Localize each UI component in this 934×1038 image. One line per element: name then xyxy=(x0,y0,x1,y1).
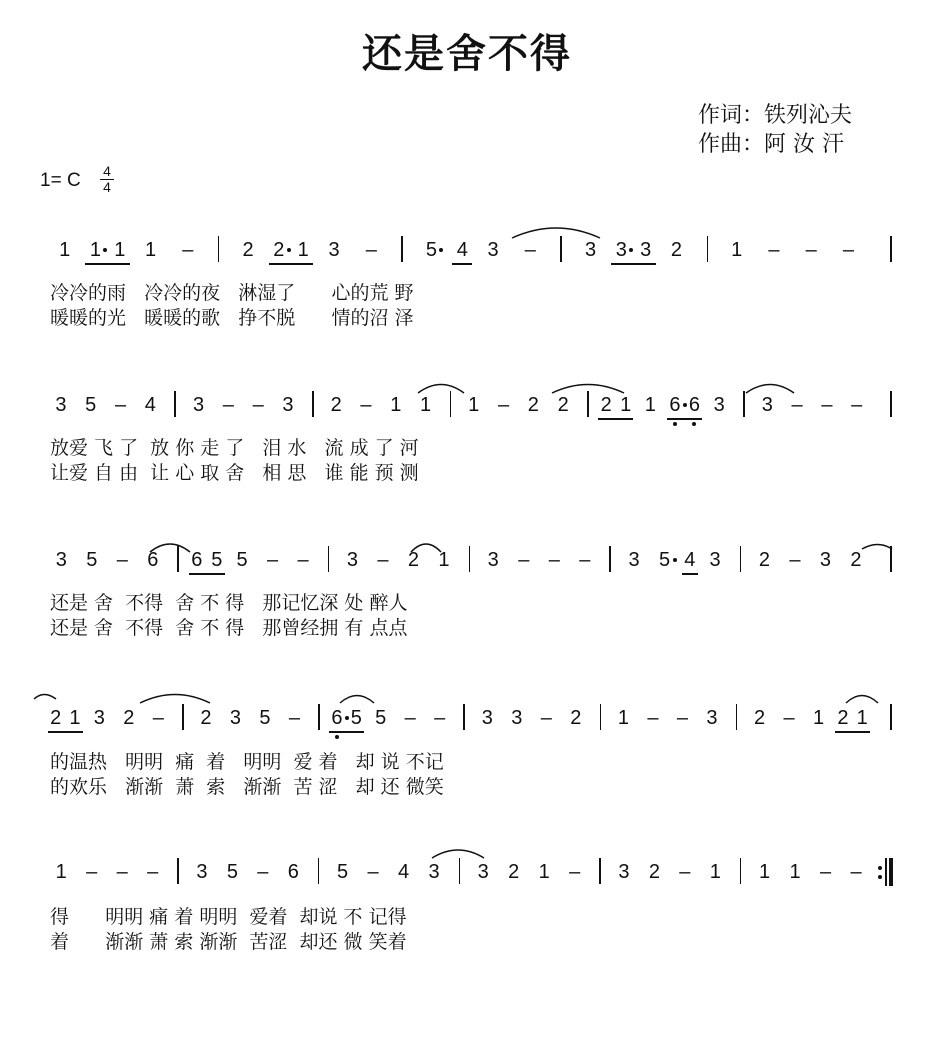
dash-note: – xyxy=(783,707,795,729)
dash-note: – xyxy=(116,861,128,883)
note: 1 xyxy=(59,239,71,261)
barline xyxy=(740,858,742,884)
note: 3 xyxy=(640,239,652,261)
dash-note: – xyxy=(842,239,854,261)
final-barline-thick xyxy=(889,858,893,886)
dash-note: – xyxy=(404,707,416,729)
note: 2 xyxy=(850,549,862,571)
dash-note: – xyxy=(182,239,194,261)
song-title: 还是舍不得 xyxy=(362,30,572,77)
note: 5 xyxy=(337,861,349,883)
barline xyxy=(463,704,465,730)
note: 1 xyxy=(69,707,81,729)
dash-note: – xyxy=(377,549,389,571)
note: 2 xyxy=(330,394,342,416)
low-octave-dot xyxy=(335,735,339,739)
eighth-underline xyxy=(48,731,83,733)
barline xyxy=(450,391,452,417)
barline xyxy=(459,858,461,884)
dash-note: – xyxy=(365,239,377,261)
note: 5 xyxy=(425,239,438,261)
barline xyxy=(600,704,602,730)
barline xyxy=(182,704,184,730)
final-barline-thin xyxy=(885,858,887,886)
note: 2 xyxy=(670,239,683,261)
note: 5 xyxy=(86,549,98,571)
barline xyxy=(890,546,892,572)
note: 3 xyxy=(706,707,718,729)
note: 1 xyxy=(620,394,632,416)
note: 4 xyxy=(397,861,410,883)
note: 4 xyxy=(144,394,156,416)
note: 1 xyxy=(468,394,480,416)
note: 3 xyxy=(615,239,627,261)
barline xyxy=(177,858,179,884)
slur xyxy=(512,228,600,238)
eighth-underline xyxy=(667,418,702,420)
barline xyxy=(401,236,403,262)
dash-note: – xyxy=(805,239,817,261)
slur xyxy=(34,695,56,700)
note: 6 xyxy=(147,549,159,571)
note: 3 xyxy=(487,239,499,261)
dash-note: – xyxy=(518,549,530,571)
barline xyxy=(218,236,220,262)
eighth-underline xyxy=(598,418,633,420)
slur xyxy=(432,850,484,858)
dash-note: – xyxy=(850,861,862,883)
time-signature-top: 4 xyxy=(103,163,111,179)
note: 6 xyxy=(287,861,299,883)
eighth-underline xyxy=(682,573,698,575)
slur xyxy=(746,385,794,394)
barline xyxy=(707,236,709,262)
note: 1 xyxy=(297,239,309,261)
barline xyxy=(890,236,892,262)
note: 4 xyxy=(456,239,468,261)
note: 3 xyxy=(761,394,773,416)
augmentation-dot xyxy=(629,248,633,252)
note: 5 xyxy=(350,707,362,729)
augmentation-dot xyxy=(287,248,291,252)
dash-note: – xyxy=(116,549,128,571)
note: 5 xyxy=(259,707,271,729)
note: 3 xyxy=(713,394,725,416)
slur xyxy=(140,695,210,704)
note: 1 xyxy=(438,549,450,571)
time-signature-bottom: 4 xyxy=(103,179,111,195)
note: 3 xyxy=(511,707,523,729)
note: 3 xyxy=(55,394,67,416)
augmentation-dot xyxy=(673,558,677,562)
barline xyxy=(469,546,471,572)
dash-note: – xyxy=(114,394,127,416)
dash-note: – xyxy=(647,707,659,729)
lyricist-credit: 作词：铁列沁夫 xyxy=(698,103,853,128)
note: 1 xyxy=(709,861,721,883)
note: 3 xyxy=(328,239,340,261)
note: 3 xyxy=(481,707,493,729)
note: 1 xyxy=(114,239,126,261)
note: 5 xyxy=(85,394,97,416)
note: 1 xyxy=(617,707,629,729)
note: 3 xyxy=(819,549,831,571)
note: 1 xyxy=(789,861,801,883)
note: 1 xyxy=(644,394,656,416)
note: 3 xyxy=(192,394,205,416)
note: 2 xyxy=(508,861,520,883)
dash-note: – xyxy=(360,394,372,416)
note: 1 xyxy=(55,861,67,883)
dash-note: – xyxy=(791,394,803,416)
note: 3 xyxy=(709,549,721,571)
note: 3 xyxy=(618,861,630,883)
note: 3 xyxy=(628,549,640,571)
lyric-line: 放爱 飞 了 放 你 走 了 泪 水 流 成 了 河 xyxy=(50,437,419,459)
note: 6 xyxy=(191,549,203,571)
eighth-underline xyxy=(835,731,870,733)
note: 3 xyxy=(346,549,358,571)
dash-note: – xyxy=(266,549,279,571)
dash-note: – xyxy=(152,707,164,729)
lyric-line: 的欢乐 渐渐 萧 索 渐渐 苦 涩 却 还 微笑 xyxy=(50,776,444,798)
lyric-line: 得 明明 痛 着 明明 爱着 却说 不 记得 xyxy=(50,906,407,928)
eighth-underline xyxy=(85,263,130,265)
note: 2 xyxy=(837,707,849,729)
note: 2 xyxy=(200,707,212,729)
note: 6 xyxy=(669,394,681,416)
barline xyxy=(177,546,179,572)
dash-note: – xyxy=(252,394,264,416)
eighth-underline xyxy=(611,263,656,265)
dash-note: – xyxy=(569,861,581,883)
note: 3 xyxy=(487,549,499,571)
dash-note: – xyxy=(434,707,446,729)
slur xyxy=(846,696,878,704)
note: 2 xyxy=(648,861,660,883)
note: 2 xyxy=(50,707,62,729)
barline xyxy=(740,546,742,572)
note: 3 xyxy=(477,861,489,883)
note: 6 xyxy=(688,394,701,416)
note: 1 xyxy=(538,861,550,883)
note: 2 xyxy=(557,394,569,416)
dash-note: – xyxy=(297,549,309,571)
dash-note: – xyxy=(257,861,269,883)
note: 4 xyxy=(684,549,696,571)
barline xyxy=(587,391,589,417)
barline xyxy=(312,391,314,417)
eighth-underline xyxy=(189,573,225,575)
dash-note: – xyxy=(524,239,536,261)
note: 2 xyxy=(753,707,766,729)
note: 5 xyxy=(211,549,223,571)
lyric-line: 的温热 明明 痛 着 明明 爱 着 却 说 不记 xyxy=(50,751,444,773)
dash-note: – xyxy=(288,707,300,729)
note: 3 xyxy=(229,707,241,729)
note: 1 xyxy=(759,861,771,883)
note: 5 xyxy=(226,861,238,883)
note: 1 xyxy=(812,707,825,729)
eighth-underline xyxy=(269,263,314,265)
lyric-line: 着 渐渐 萧 索 渐渐 苦涩 却还 微 笑着 xyxy=(50,931,407,953)
note: 3 xyxy=(196,861,208,883)
note: 2 xyxy=(273,239,285,261)
note: 2 xyxy=(407,549,419,571)
augmentation-dot xyxy=(103,248,107,252)
lyric-line: 冷冷的雨 冷冷的夜 淋湿了 心的荒 野 xyxy=(50,282,414,304)
barline xyxy=(560,236,562,262)
barline xyxy=(174,391,176,417)
dash-note: – xyxy=(540,707,552,729)
barline xyxy=(599,858,601,884)
note: 5 xyxy=(659,549,671,571)
note: 2 xyxy=(570,707,582,729)
note: 3 xyxy=(93,707,105,729)
dash-note: – xyxy=(676,707,688,729)
dash-note: – xyxy=(679,861,691,883)
note: 3 xyxy=(428,861,440,883)
note: 5 xyxy=(236,549,248,571)
low-octave-dot xyxy=(692,422,696,426)
lyric-line: 还是 舍 不得 舍 不 得 那记忆深 处 醉人 xyxy=(50,592,408,614)
dash-note: – xyxy=(548,549,560,571)
time-signature xyxy=(100,164,114,195)
note: 1 xyxy=(390,394,402,416)
note: 1 xyxy=(420,394,432,416)
note: 3 xyxy=(282,394,294,416)
note: 3 xyxy=(584,239,597,261)
note: 1 xyxy=(89,239,101,261)
note: 2 xyxy=(600,394,612,416)
repeat-dot xyxy=(878,866,882,870)
slur xyxy=(340,696,374,704)
barline xyxy=(743,391,745,417)
barline xyxy=(890,704,892,730)
composer-credit: 作曲：阿 汝 汗 xyxy=(698,132,844,157)
augmentation-dot xyxy=(439,248,443,252)
note: 3 xyxy=(55,549,67,571)
note: 5 xyxy=(375,707,387,729)
barline xyxy=(736,704,738,730)
dash-note: – xyxy=(222,394,234,416)
note: 6 xyxy=(331,707,343,729)
dash-note: – xyxy=(367,861,379,883)
note: 1 xyxy=(145,239,157,261)
barline xyxy=(318,704,320,730)
dash-note: – xyxy=(819,861,832,883)
note: 2 xyxy=(527,394,539,416)
key-signature: 1= C xyxy=(40,170,81,191)
dash-note: – xyxy=(789,549,801,571)
dash-note: – xyxy=(851,394,863,416)
barline xyxy=(328,546,330,572)
dash-note: – xyxy=(86,861,98,883)
barline xyxy=(890,391,892,417)
note: 2 xyxy=(242,239,254,261)
slur xyxy=(418,385,464,394)
lyric-line: 让爱 自 由 让 心 取 舍 相 思 谁 能 预 测 xyxy=(50,462,419,484)
barline xyxy=(609,546,611,572)
dash-note: – xyxy=(579,549,591,571)
dash-note: – xyxy=(147,861,159,883)
note: 1 xyxy=(731,239,743,261)
lyric-line: 还是 舍 不得 舍 不 得 那曾经拥 有 点点 xyxy=(50,617,408,639)
note: 2 xyxy=(123,707,135,729)
note: 2 xyxy=(758,549,770,571)
dash-note: – xyxy=(768,239,780,261)
barline xyxy=(318,858,320,884)
repeat-dot xyxy=(878,875,882,879)
note: 1 xyxy=(856,707,868,729)
eighth-underline xyxy=(329,731,364,733)
eighth-underline xyxy=(452,263,472,265)
low-octave-dot xyxy=(673,422,677,426)
lyric-line: 暖暖的光 暖暖的歌 挣不脱 情的沼 泽 xyxy=(50,307,414,329)
dash-note: – xyxy=(821,394,833,416)
slur xyxy=(862,545,892,550)
dash-note: – xyxy=(497,394,510,416)
